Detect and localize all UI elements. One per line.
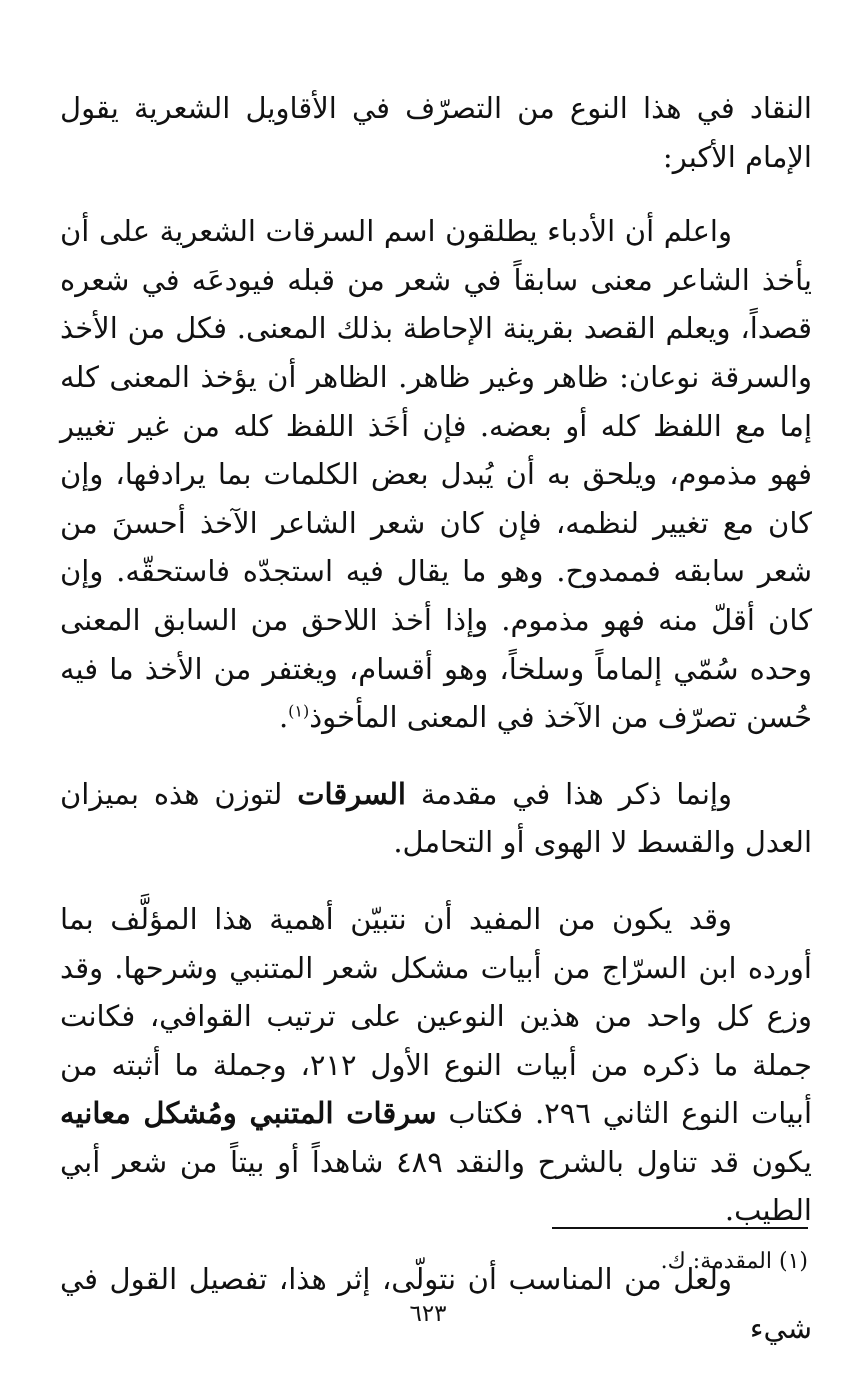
paragraph-1-text: النقاد في هذا النوع من التصرّف في الأقاويل الشعرية يقول الإمام الأكبر: bbox=[60, 91, 812, 174]
footnote: (١) المقدمة: ك. bbox=[660, 1249, 808, 1274]
page-number: ٦٢٣ bbox=[409, 1301, 447, 1327]
footnote-reference[interactable]: (١) bbox=[288, 701, 310, 721]
paragraph-2-text: واعلم أن الأدباء يطلقون اسم السرقات الشعرية على أن يأخذ الشاعر معنى سابقاً في شعر من قبله فيودعَه في شعره قصداً، ويعلم القصد بقرينة الإحاطة بذلك المعنى. فكل من الأخذ والسرقة نوعان: ظاهر وغير ظاهر. الظاهر أن يؤخذ المعنى كله إما مع اللفظ كله أو بعضه. فإن أخَذ اللفظ كله من غير تغيير فهو مذموم، ويلحق به أن يُبدل بعض الكلمات بما يرادفها، وإن كان مع تغيير لنظمه، فإن كان شعر الشاعر الآخذ أحسنَ من شعر سابقه فممدوح. وهو ما يقال فيه استجدّه فاستحقّه. وإن كان أقلّ منه فهو مذموم. وإذا أخذ اللاحق من السابق المعنى وحده سُمّي إلماماً وسلخاً، وهو أقسام، ويغتفر من الأخذ ما فيه حُسن تصرّف من الآخذ في المعنى المأخوذ bbox=[60, 214, 813, 735]
paragraph-4-text-b: يكون قد تناول بالشرح والنقد ٤٨٩ شاهداً أو بيتاً من شعر أبي الطيب. bbox=[60, 1144, 813, 1228]
paragraph-2-end: . bbox=[278, 700, 289, 735]
paragraph-5-text: ولعل من المناسب أن نتولّى، إثر هذا، تفصيل القول في شيء bbox=[60, 1262, 812, 1345]
paragraph-4-book-title: سرقات المتنبي ومُشكل معانيه bbox=[60, 1096, 437, 1131]
footnote-divider bbox=[552, 1227, 808, 1229]
paragraph-4-text-a: وقد يكون من المفيد أن نتبيّن أهمية هذا المؤلَّف بما أورده ابن السرّاج من أبيات مشكل شعر المتنبي وشرحها. وقد وزع كل واحد من هذين النوعين على ترتيب القوافي، فكانت جملة ما ذكره من أبيات النوع الأول ٢١٢، وجملة ما أثبته من أبيات النوع الثاني ٢٩٦. فكتاب bbox=[60, 901, 812, 1131]
paragraph-3-text-b: لتوزن هذه بميزان العدل والقسط لا الهوى أو التحامل. bbox=[60, 776, 812, 860]
page-body bbox=[60, 84, 812, 1352]
paragraph-4 bbox=[60, 895, 812, 1235]
paragraph-3-bold-term: السرقات bbox=[297, 776, 406, 811]
paragraph-3-text-a: وإنما ذكر هذا في مقدمة bbox=[405, 776, 732, 811]
paragraph-3 bbox=[60, 770, 812, 867]
paragraph-2 bbox=[60, 207, 812, 742]
paragraph-1 bbox=[60, 84, 812, 181]
